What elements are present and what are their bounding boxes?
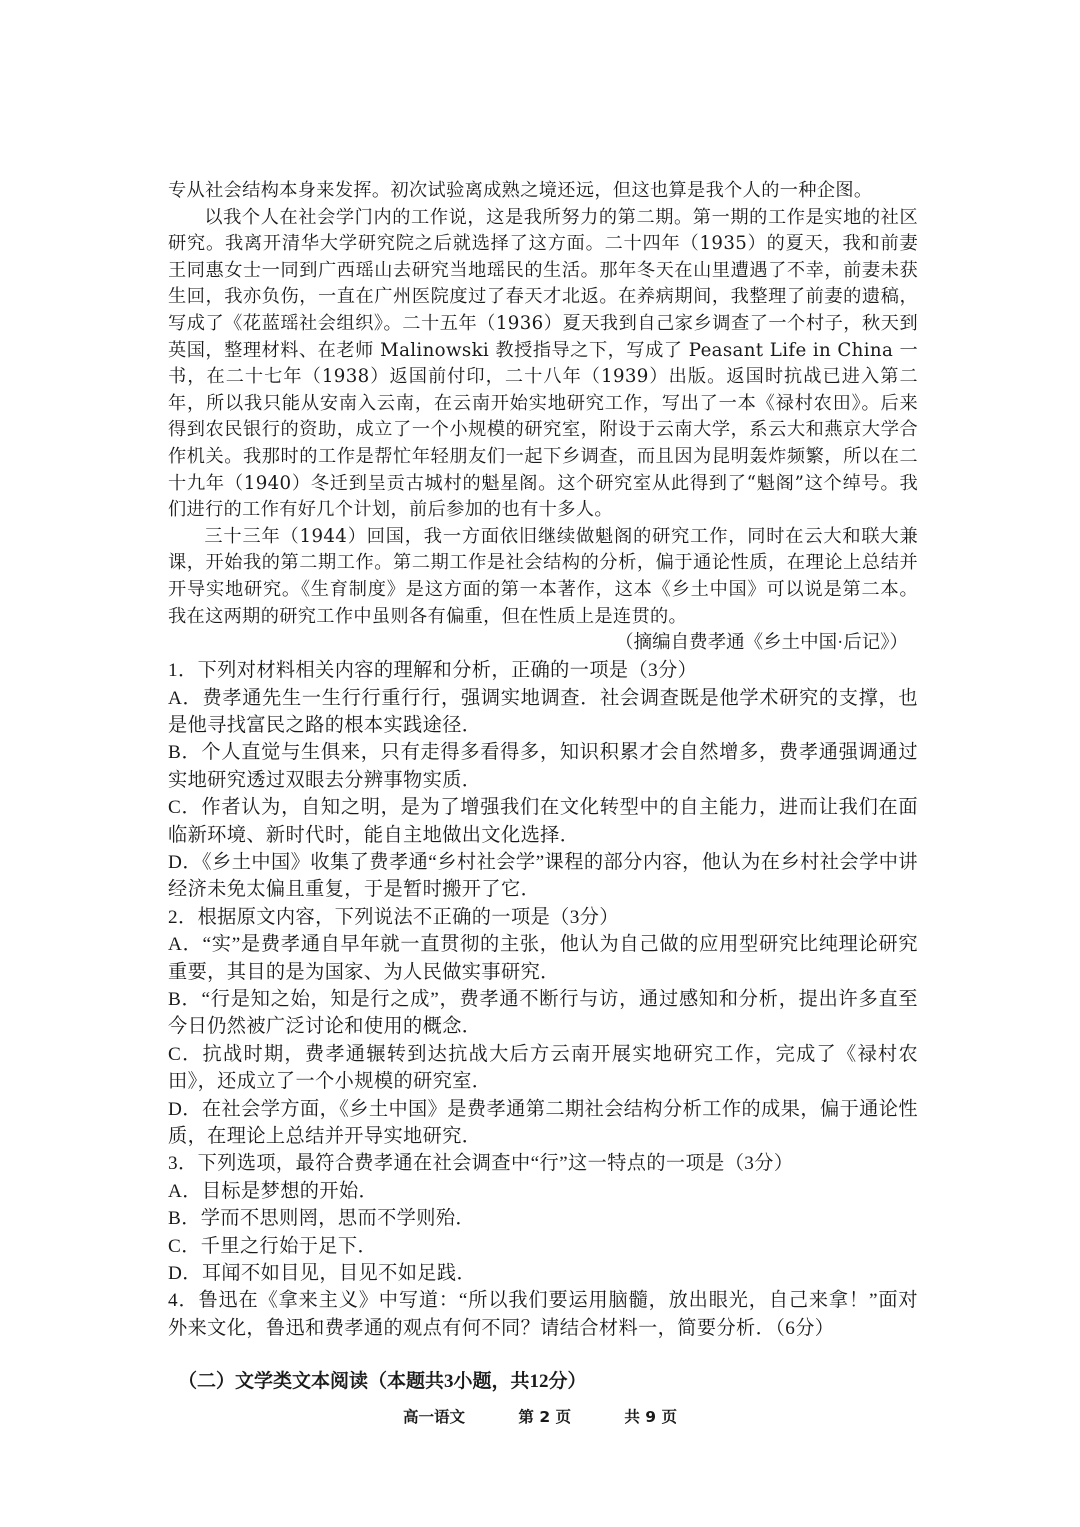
question-2-option-a: A．“实”是费孝通自早年就一直贯彻的主张，他认为自己做的应用型研究比纯理论研究重要，其目的是为国家、为人民做实事研究． xyxy=(168,934,918,983)
question-1 xyxy=(168,657,918,904)
reading-passage xyxy=(168,178,918,630)
question-3 xyxy=(168,1150,918,1287)
footer-page-number: 第 2 页 xyxy=(518,1408,571,1426)
question-1-option-d: D．《乡土中国》收集了费孝通“乡村社会学”课程的部分内容，他认为在乡村社会学中讲经济未免太偏且重复，于是暂时搬开了它． xyxy=(168,851,918,901)
question-4-stem: 4．鲁迅在《拿来主义》中写道：“所以我们要运用脑髓，放出眼光，自己来拿！”面对外来文化，鲁迅和费孝通的观点有何不同？请结合材料一，简要分析．（6分） xyxy=(168,1290,918,1339)
question-1-option-a: A．费孝通先生一生行行重行行，强调实地调查．社会调查既是他学术研究的支撑，也是他寻找富民之路的根本实践途径． xyxy=(168,687,918,736)
question-2-option-b: B．“行是知之始，知是行之成”，费孝通不断行与访，通过感知和分析，提出许多直至今日仍然被广泛讨论和使用的概念． xyxy=(168,988,918,1038)
question-3-stem: 3．下列选项，最符合费孝通在社会调查中“行”这一特点的一项是（3分） xyxy=(168,1153,794,1175)
exam-page xyxy=(168,178,918,1392)
passage-paragraph-1: 以我个人在社会学门内的工作说，这是我所努力的第二期。第一期的工作是实地的社区研究。我离开清华大学研究院之后就选择了这方面。二十四年（1935）的夏天，我和前妻王同惠女士一同到广西瑶山去研究当地瑶民的生活。那年冬天在山里遭遇了不幸，前妻未获生回，我亦负伤，一直在广州医院度过了春天才北返。在养病期间，我整理了前妻的遗稿，写成了《花蓝瑶社会组织》。二十五年（1936）夏天我到自己家乡调查了一个村子，秋天到英国，整理材料、在老师 Malinowski 教授指导之下，写成了 Peasant Life in China 一书，在二十七年（1938）返国前付印，二十八年（1939）出版。返国时抗战已进入第二年，所以我只能从安南入云南，在云南开始实地研究工作，写出了一本《禄村农田》。后来得到农民银行的资助，成立了一个小规模的研究室，附设于云南大学，系云大和燕京大学合作机关。我那时的工作是帮忙年轻朋友们一起下乡调查，而且因为昆明轰炸频繁，所以在二十九年（1940）冬迁到呈贡古城村的魁星阁。这个研究室从此得到了“魁阁”这个绰号。我们进行的工作有好几个计划，前后参加的也有十多人。 xyxy=(168,206,918,521)
question-2-option-c: C．抗战时期，费孝通辗转到达抗战大后方云南开展实地研究工作，完成了《禄村农田》，还成立了一个小规模的研究室． xyxy=(168,1043,918,1093)
question-2-stem: 2．根据原文内容，下列说法不正确的一项是（3分） xyxy=(168,906,619,928)
page-footer xyxy=(0,1406,1080,1428)
question-3-option-c: C．千里之行始于足下． xyxy=(168,1235,378,1257)
passage-paragraph-0: 专从社会结构本身来发挥。初次试验离成熟之境还远，但这也算是我个人的一种企图。 xyxy=(168,180,873,201)
footer-total-pages: 共 9 页 xyxy=(624,1408,677,1426)
footer-subject: 高一语文 xyxy=(403,1408,466,1426)
passage-paragraph-2: 三十三年（1944）回国，我一方面依旧继续做魁阁的研究工作，同时在云大和联大兼课，开始我的第二期工作。第二期工作是社会结构的分析，偏于通论性质，在理论上总结并开导实地研究。《生育制度》是这方面的第一本著作，这本《乡土中国》可以说是第二本。我在这两期的研究工作中虽则各有偏重，但在性质上是连贯的。 xyxy=(168,525,918,627)
question-3-option-d: D．耳闻不如目见，目见不如足践． xyxy=(168,1263,477,1285)
question-list xyxy=(168,657,918,1342)
question-4 xyxy=(168,1287,918,1342)
question-2-option-d: D．在社会学方面，《乡土中国》是费孝通第二期社会结构分析工作的成果，偏于通论性质，在理论上总结并开导实地研究． xyxy=(168,1098,918,1147)
question-1-stem: 1．下列对材料相关内容的理解和分析，正确的一项是（3分） xyxy=(168,660,698,682)
question-2 xyxy=(168,904,918,1151)
question-3-option-b: B．学而不思则罔，思而不学则殆． xyxy=(168,1208,476,1230)
question-1-option-b: B．个人直觉与生俱来，只有走得多看得多，知识积累才会自然增多，费孝通强调通过实地研究透过双眼去分辨事物实质． xyxy=(168,742,918,791)
question-1-option-c: C．作者认为，自知之明，是为了增强我们在文化转型中的自主能力，进而让我们在面临新环境、新时代时，能自主地做出文化选择． xyxy=(168,797,918,846)
question-3-option-a: A．目标是梦想的开始． xyxy=(168,1180,379,1202)
passage-source: （摘编自费孝通《乡土中国·后记》） xyxy=(615,633,908,654)
section-title: （二）文学类文本阅读（本题共3小题，共12分） xyxy=(178,1371,587,1392)
